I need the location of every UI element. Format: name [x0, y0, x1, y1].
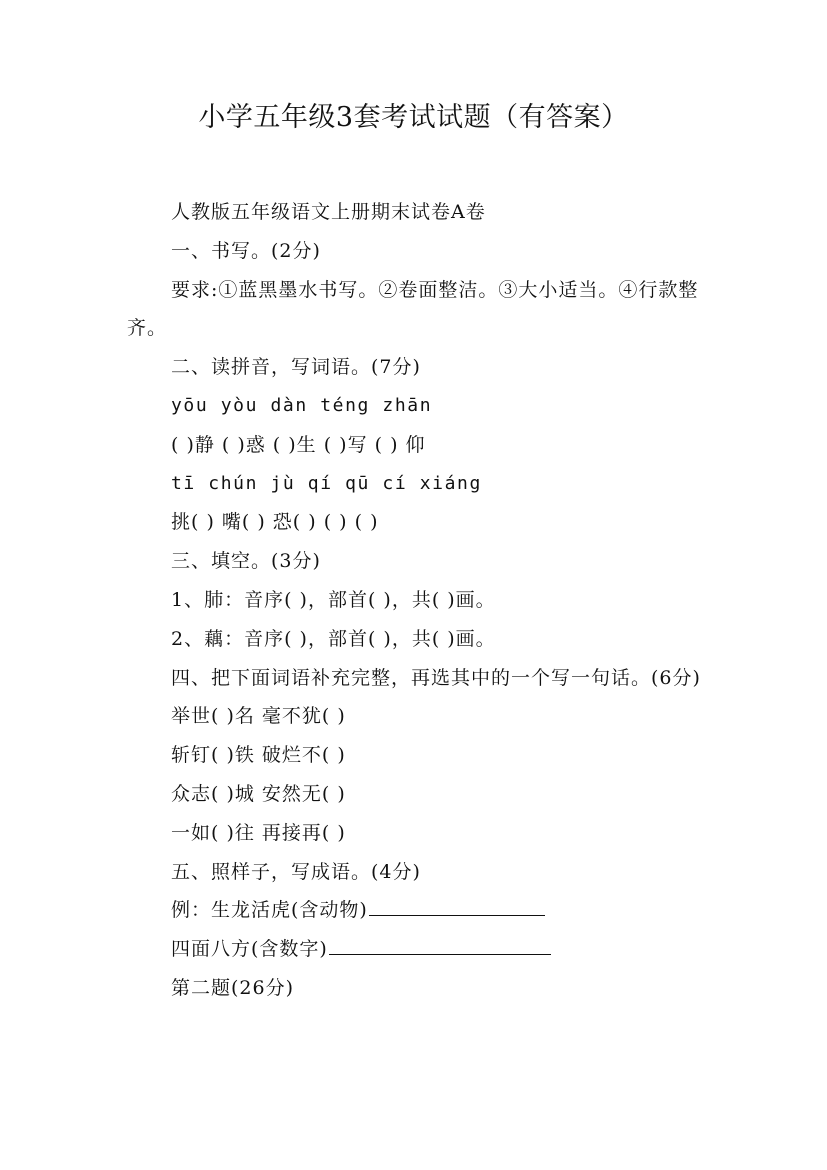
example-text: 例：生龙活虎(含动物)	[171, 899, 368, 922]
section-heading-part-2: 第二题(26分)	[171, 976, 295, 999]
document-body	[127, 193, 717, 1008]
idiom-row-1: 举世( )名 毫不犹( )	[171, 705, 346, 728]
section-3-heading: 三、填空。(3分)	[171, 550, 321, 573]
exam-subtitle: 人教版五年级语文上册期末试卷A卷	[171, 201, 486, 223]
section-2-heading: 二、读拼音，写词语。(7分)	[171, 356, 421, 379]
word-blanks-row-1: ( )静 ( )惑 ( )生 ( )写 ( ) 仰	[171, 433, 426, 456]
exercise-text: 四面八方(含数字)	[171, 938, 328, 961]
answer-blank-2[interactable]	[329, 934, 551, 955]
fill-item-1: 1、肺：音序( )，部首( )，共( )画。	[171, 588, 496, 611]
section-5-heading: 五、照样子，写成语。(4分)	[171, 860, 421, 883]
page-title: 小学五年级3套考试试题（有答案）	[198, 102, 629, 133]
answer-blank-1[interactable]	[369, 895, 545, 916]
example-line	[127, 891, 717, 930]
idiom-row-4: 一如( )往 再接再( )	[171, 821, 346, 844]
idiom-row-2: 斩钉( )铁 破烂不( )	[171, 744, 346, 767]
section-1-requirements: 要求:①蓝黑墨水书写。②卷面整洁。③大小适当。④行款整齐。	[127, 278, 699, 340]
pinyin-row-1: yōu yòu dàn téng zhān	[171, 394, 433, 416]
exercise-line	[127, 930, 717, 969]
pinyin-row-2: tī chún jù qí qū cí xiáng	[171, 472, 482, 494]
word-blanks-row-2: 挑( ) 嘴( ) 恐( ) ( ) ( )	[171, 511, 379, 534]
idiom-row-3: 众志( )城 安然无( )	[171, 782, 346, 805]
section-4-heading: 四、把下面词语补充完整，再选其中的一个写一句话。(6分)	[171, 666, 701, 689]
fill-item-2: 2、藕：音序( )，部首( )，共( )画。	[171, 627, 496, 650]
section-1-heading: 一、书写。(2分)	[171, 239, 321, 262]
